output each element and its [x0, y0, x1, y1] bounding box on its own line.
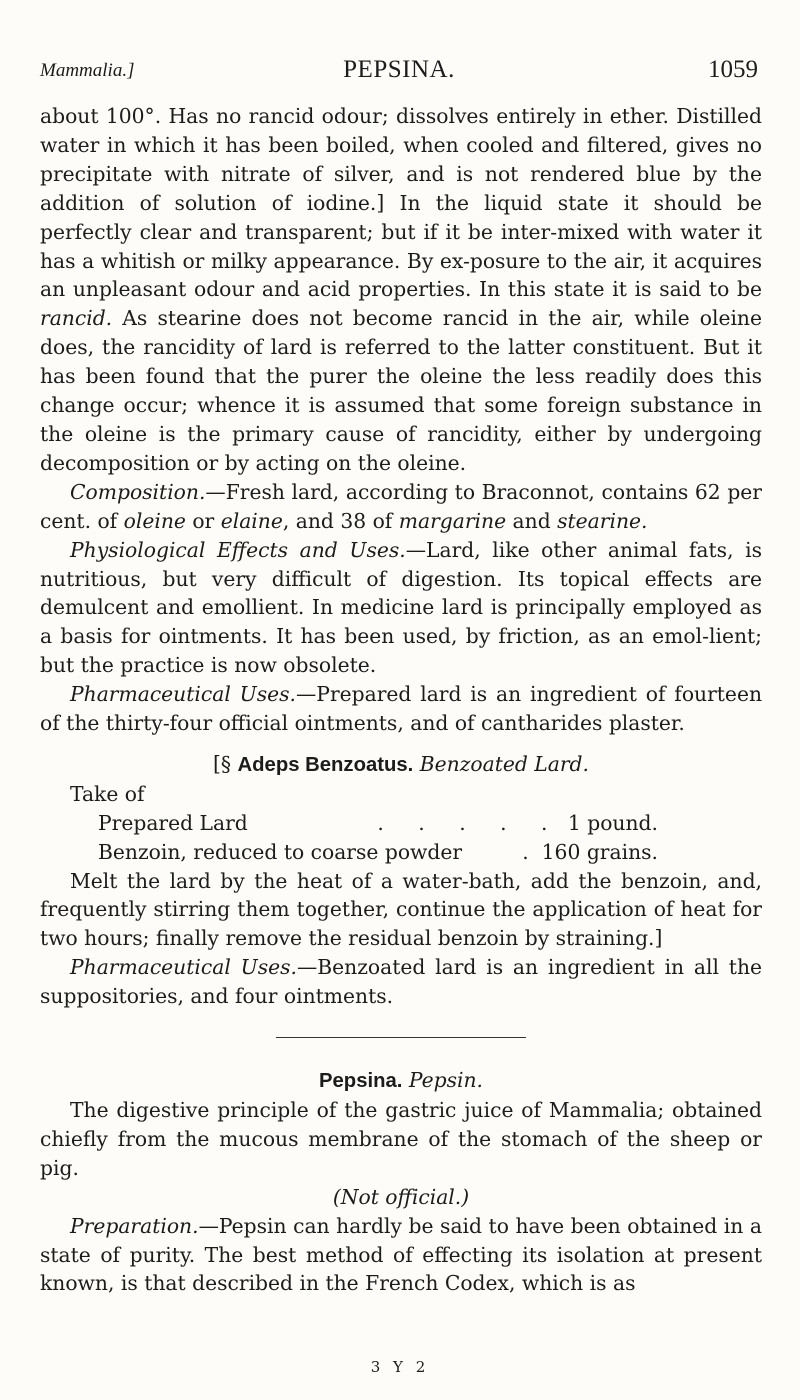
recipe-list	[98, 809, 658, 867]
take-of-label: Take of	[70, 781, 145, 806]
composition-heading: Composition.	[70, 479, 206, 504]
composition-paragraph: Composition.—Fresh lard, according to Braconnot, contains 62 per cent. of oleine or elaine, and 38 of margarine and stearine.	[40, 479, 762, 533]
preparation-heading: Preparation.	[70, 1213, 199, 1238]
method-paragraph: Melt the lard by the heat of a water-bath, add the benzoin, and, frequently stirring them together, continue the application of heat for two hours; finally remove the residual benzoin by straining.]	[40, 868, 762, 951]
pharmaceutical-heading: Pharmaceutical Uses.	[70, 682, 297, 707]
physiological-heading: Physiological Effects and Uses.	[70, 537, 406, 562]
pharmaceutical-heading: Pharmaceutical Uses.	[70, 955, 297, 980]
running-header	[40, 50, 758, 94]
benzoated-uses-paragraph: Pharmaceutical Uses.—Benzoated lard is an ingredient in all the suppositories, and four ointments.	[40, 955, 763, 1009]
section-label: Mammalia.]	[40, 60, 135, 81]
adeps-benzoatus-title: [§ Adeps Benzoatus. Benzoated Lard.	[213, 751, 589, 776]
section-divider	[276, 1037, 526, 1038]
signature-mark: 3 Y 2	[370, 1358, 430, 1376]
recipe-item: Prepared Lard . . . . . 1 pound.	[98, 810, 658, 835]
not-official-note: (Not official.)	[332, 1184, 470, 1209]
page-body	[40, 102, 762, 1298]
physiological-paragraph: Physiological Effects and Uses.—Lard, like other animal fats, is nutritious, but very difficult of digestion. Its topical effects are demulcent and emollient. In medicine lard is principally employed as a basis for ointments. It has been used, by friction, as an emol-lient; but the practice is now obsolete.	[40, 537, 763, 678]
recipe-item: Benzoin, reduced to coarse powder . 160 grains.	[98, 839, 658, 864]
pepsin-description: The digestive principle of the gastric juice of Mammalia; obtained chiefly from the mucous membrane of the stomach of the sheep or pig.	[40, 1098, 762, 1180]
page-number: 1059	[708, 56, 758, 83]
pepsina-title: Pepsina. Pepsin.	[319, 1068, 483, 1093]
pharmaceutical-uses-paragraph: Pharmaceutical Uses.—Prepared lard is an ingredient of fourteen of the thirty-four official ointments, and of cantharides plaster.	[40, 682, 763, 736]
lard-description-paragraph: about 100°. Has no rancid odour; dissolves entirely in ether. Distilled water in which it has been boiled, when cooled and filtered, gives no precipitate with nitrate of silver, and is not rendered blue by the addition of solution of iodine.] In the liquid state it should be perfectly clear and transparent; but if it be inter-mixed with water it has a whitish or milky appearance. By ex-posure to the air, it acquires an unpleasant odour and acid properties. In this state it is said to be rancid. As stearine does not become rancid in the air, while oleine does, the rancidity of lard is referred to the latter constituent. But it has been found that the purer the oleine the less readily does this change occur; whence it is assumed that some foreign substance in the oleine is the primary cause of rancidity, either by undergoing decomposition or by acting on the oleine.	[40, 104, 762, 475]
preparation-paragraph: Preparation.—Pepsin can hardly be said to have been obtained in a state of purity. The best method of effecting its isolation at present known, is that described in the French Codex, which is as	[40, 1213, 762, 1296]
rancid-term: rancid.	[40, 306, 113, 331]
page-title: PEPSINA.	[343, 56, 455, 83]
